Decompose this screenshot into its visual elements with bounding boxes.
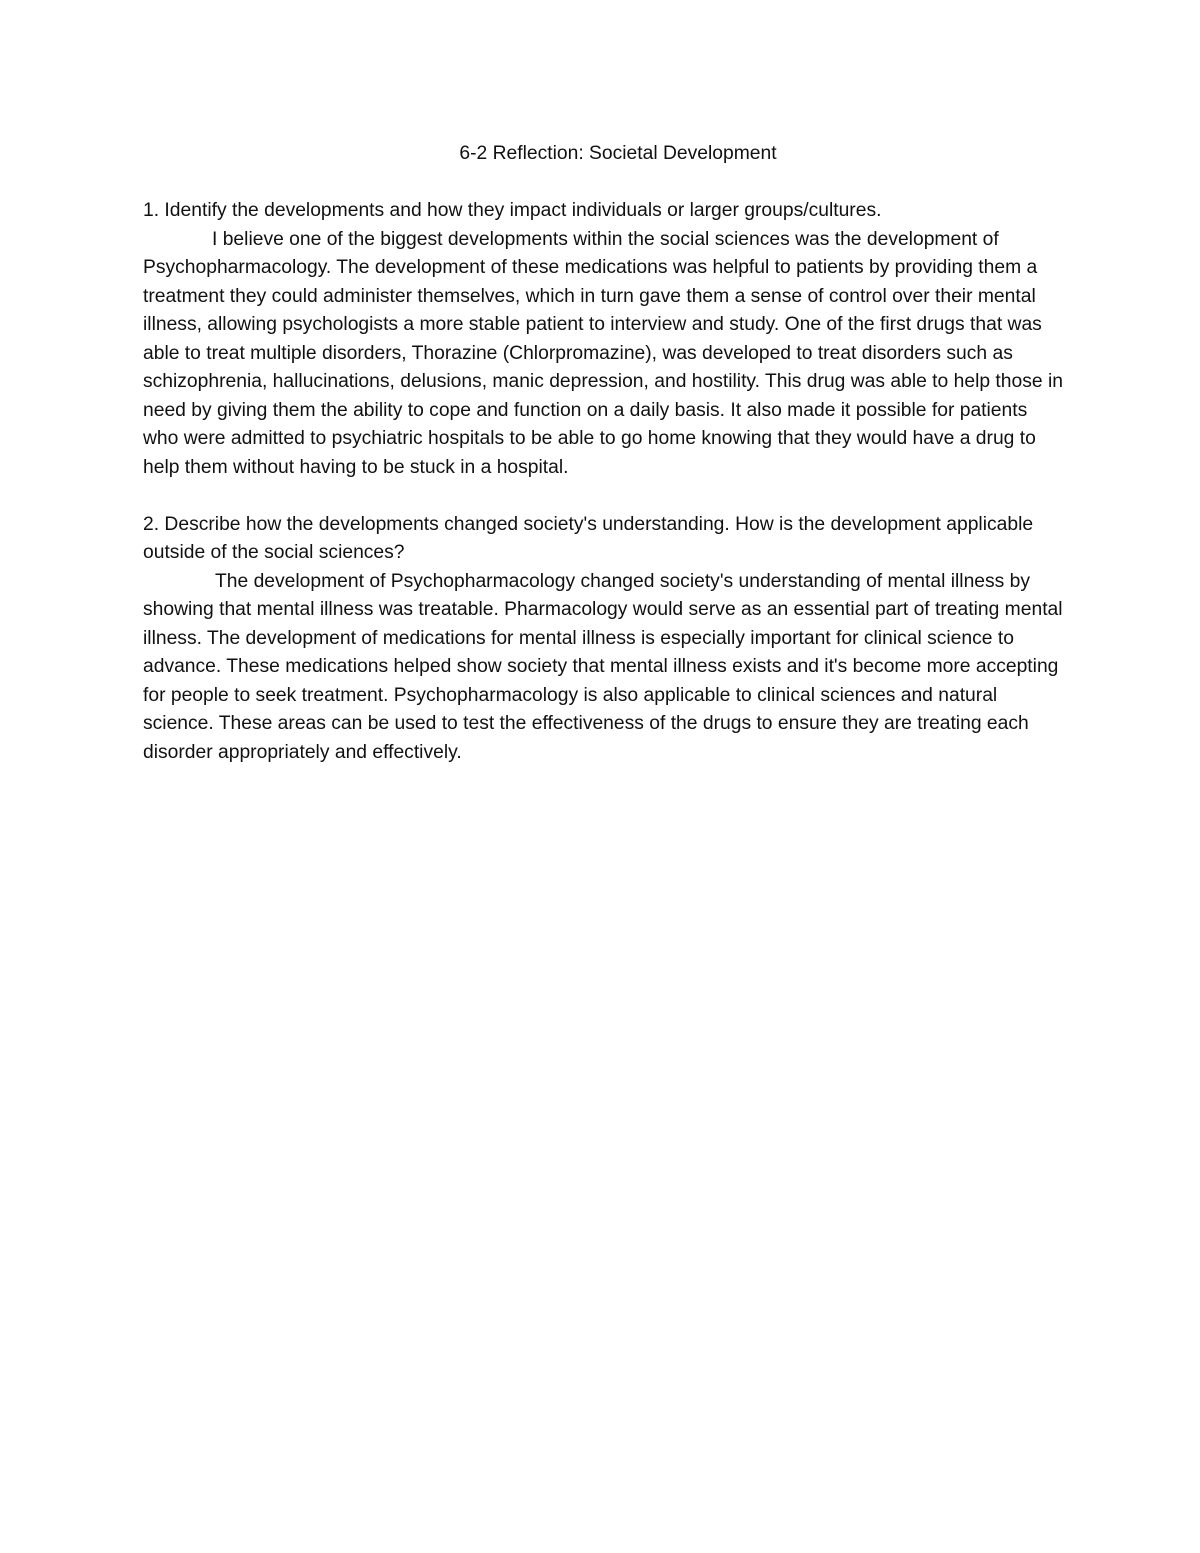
document-body	[143, 140, 1063, 767]
document-title: 6-2 Reflection: Societal Development	[459, 143, 777, 164]
question-2-answer: The development of Psychopharmacology changed society's understanding of mental illness by showing that mental illness was treatable. Pharmacology would serve as an essential part of treating mental illness. The development of medications for mental illness is especially important for clinical science to advance. These medications helped show society that mental illness exists and it's become more accepting for people to seek treatment. Psychopharmacology is also applicable to clinical sciences and natural science. These areas can be used to test the effectiveness of the drugs to ensure they are treating each disorder appropriately and effectively.	[143, 570, 1063, 763]
spacer	[143, 169, 1063, 198]
spacer	[143, 482, 1063, 511]
question-1-answer: I believe one of the biggest developments within the social sciences was the development of Psychopharmacology. The development of these medications was helpful to patients by providing them a treatment they could administer themselves, which in turn gave them a sense of control over their mental illness, allowing psychologists a more stable patient to interview and study. One of the first drugs that was able to treat multiple disorders, Thorazine (Chlorpromazine), was developed to treat disorders such as schizophrenia, hallucinations, delusions, manic depression, and hostility. This drug was able to help those in need by giving them the ability to cope and function on a daily basis. It also made it possible for patients who were admitted to psychiatric hospitals to be able to go home knowing that they would have a drug to help them without having to be stuck in a hospital.	[143, 228, 1063, 478]
question-1-prompt: 1. Identify the developments and how they impact individuals or larger groups/cultures.	[143, 200, 882, 221]
question-2-prompt: 2. Describe how the developments changed society's understanding. How is the development applicable outside of the social sciences?	[143, 513, 1034, 563]
